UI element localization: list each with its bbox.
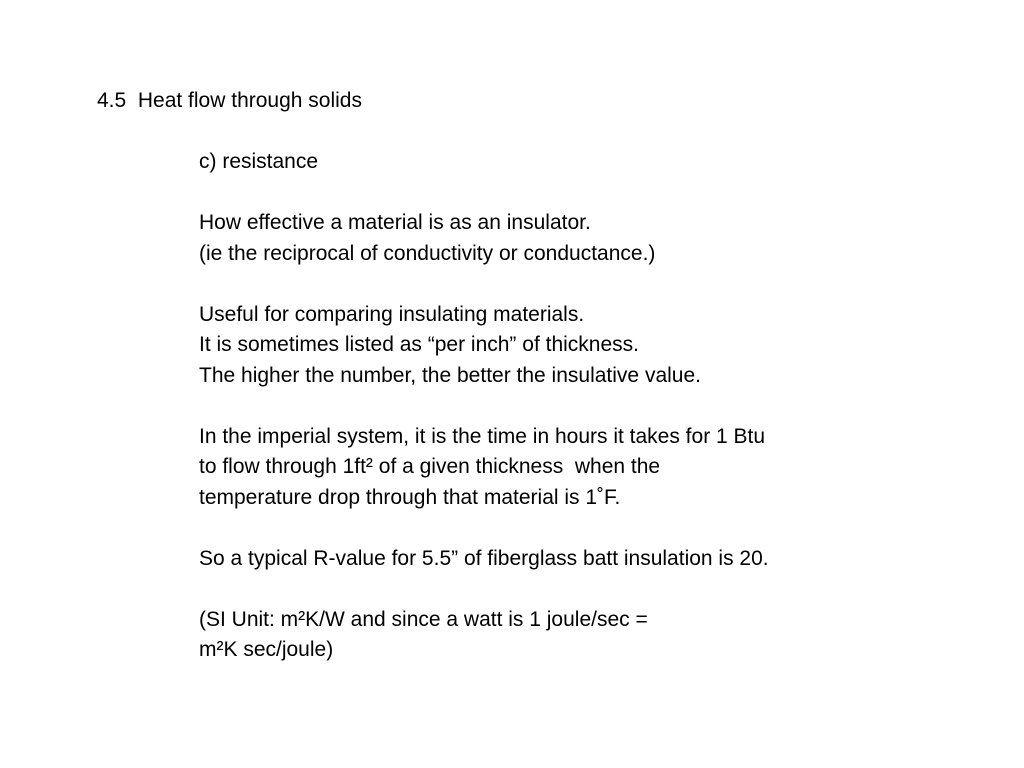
section-heading: 4.5 Heat flow through solids	[97, 89, 362, 112]
slide-body	[199, 147, 999, 666]
definition-line-1: How effective a material is as an insulator.	[199, 211, 591, 234]
spacer	[199, 513, 999, 544]
si-unit-line-1: (SI Unit: m²K/W and since a watt is 1 joule/sec =	[199, 607, 648, 631]
usage-line-2: It is sometimes listed as “per inch” of thickness.	[199, 333, 639, 356]
spacer	[199, 391, 999, 422]
imperial-line-1: In the imperial system, it is the time in hours it takes for 1 Btu	[199, 424, 766, 448]
definition-line-2: (ie the reciprocal of conductivity or conductance.)	[199, 241, 656, 265]
spacer	[199, 178, 999, 209]
usage-line-1: Useful for comparing insulating materials.	[199, 302, 585, 326]
usage-line-3: The higher the number, the better the insulative value.	[199, 363, 701, 387]
imperial-line-3: temperature drop through that material is 1˚F.	[199, 485, 621, 509]
spacer	[199, 574, 999, 605]
example-line: So a typical R-value for 5.5” of fiberglass batt insulation is 20.	[199, 546, 769, 570]
spacer	[199, 269, 999, 300]
subheading: c) resistance	[199, 150, 319, 173]
si-unit-line-2: m²K sec/joule)	[199, 638, 334, 661]
imperial-line-2: to flow through 1ft² of a given thickness when the	[199, 455, 661, 478]
